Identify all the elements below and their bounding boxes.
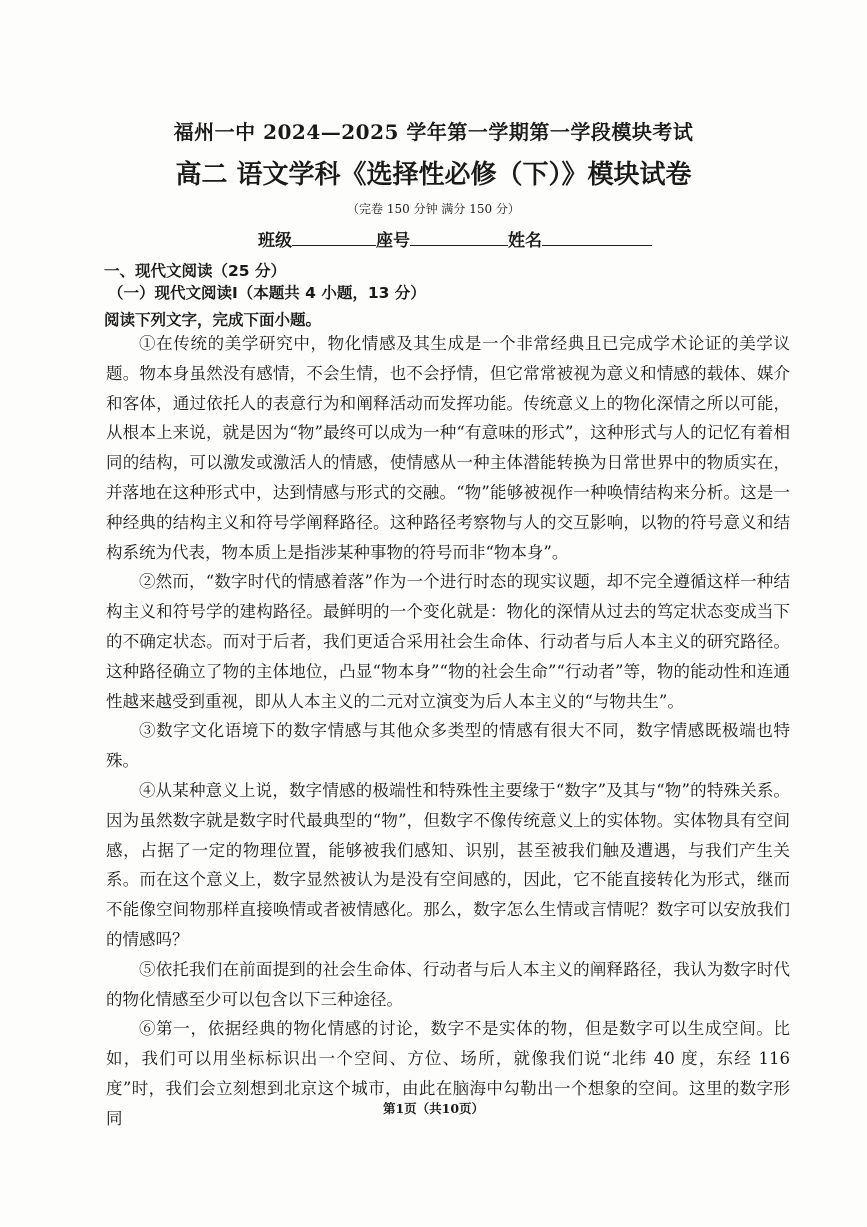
- reading-instruction: 阅读下列文字，完成下面小题。: [104, 311, 322, 329]
- section-heading-part-one: 一、现代文阅读（25 分）: [104, 262, 286, 280]
- name-label: 姓名: [508, 231, 542, 251]
- paragraph: ①在传统的美学研究中，物化情感及其生成是一个非常经典且已完成学术论证的美学议题。物本身虽然没有感情，不会生情，也不会抒情，但它常常被视为意义和情感的载体、媒介和客体，通过依托人的表意行为和阐释活动而发挥功能。传统意义上的物化深情之所以可能，从根本上来说，就是因为“物”最终可以成为一种“有意味的形式”，这种形式与人的记忆有着相同的结构，可以激发或激活人的情感，使情感从一种主体潜能转换为日常世界中的物质实在，并落地在这种形式中，达到情感与形式的交融。“物”能够被视作一种唤情结构来分析。这是一种经典的结构主义和符号学阐释路径。这种路径考察物与人的交互影响，以物的符号意义和结构系统为代表，物本质上是指涉某种事物的符号而非“物本身”。: [106, 334, 790, 562]
- student-info-line: [258, 226, 652, 251]
- section-heading-reading-one: （一）现代文阅读Ⅰ（本题共 4 小题，13 分）: [108, 284, 426, 302]
- paragraph: ④从某种意义上说，数字情感的极端性和特殊性主要缘于“数字”及其与“物”的特殊关系。因为虽然数字就是数字时代最典型的“物”，但数字不像传统意义上的实体物。实体物具有空间感，占据了一定的物理位置，能够被我们感知、识别，甚至被我们触及遭遇，与我们产生关系。而在这个意义上，数字显然被认为是没有空间感的，因此，它不能直接转化为形式，继而不能像空间物那样直接唤情或者被情感化。那么，数字怎么生情或言情呢？数字可以安放我们的情感吗？: [106, 780, 790, 949]
- name-blank: [542, 229, 652, 246]
- exam-meta: （完卷 150 分钟 满分 150 分）: [347, 202, 520, 216]
- paragraph: ⑥第一，依据经典的物化情感的讨论，数字不是实体的物，但是数字可以生成空间。比如，我们可以用坐标标识出一个空间、方位、场所，就像我们说“北纬 40 度，东经 116 度”时，我们会立刻想到北京这个城市，由此在脑海中勾勒出一个想象的空间。这里的数字形同: [106, 1019, 790, 1128]
- paragraph: ②然而，“数字时代的情感着落”作为一个进行时态的现实议题，却不完全遵循这样一种结构主义和符号学的建构路径。最鲜明的一个变化就是：物化的深情从过去的笃定状态变成当下的不确定状态。而对于后者，我们更适合采用社会生命体、行动者与后人本主义的研究路径。这种路径确立了物的主体地位，凸显“物本身”“物的社会生命”“行动者”等，物的能动性和连通性越来越受到重视，即从人本主义的二元对立演变为后人本主义的“与物共生”。: [106, 572, 790, 711]
- paragraph: ③数字文化语境下的数字情感与其他众多类型的情感有很大不同，数字情感既极端也特殊。: [106, 721, 790, 771]
- page-number: 第1页（共10页）: [382, 1101, 485, 1116]
- class-blank: [292, 229, 376, 246]
- seat-label: 座号: [376, 231, 410, 251]
- exam-title: 福州一中 2024—2025 学年第一学期第一学段模块考试: [173, 120, 694, 144]
- subject-title: 高二 语文学科《选择性必修（下）》模块试卷: [175, 160, 692, 190]
- class-label: 班级: [258, 231, 292, 251]
- paragraph: ⑤依托我们在前面提到的社会生命体、行动者与后人本主义的阐释路径，我认为数字时代的物化情感至少可以包含以下三种途径。: [106, 959, 790, 1009]
- seat-blank: [410, 229, 508, 246]
- reading-passage: [106, 329, 790, 1134]
